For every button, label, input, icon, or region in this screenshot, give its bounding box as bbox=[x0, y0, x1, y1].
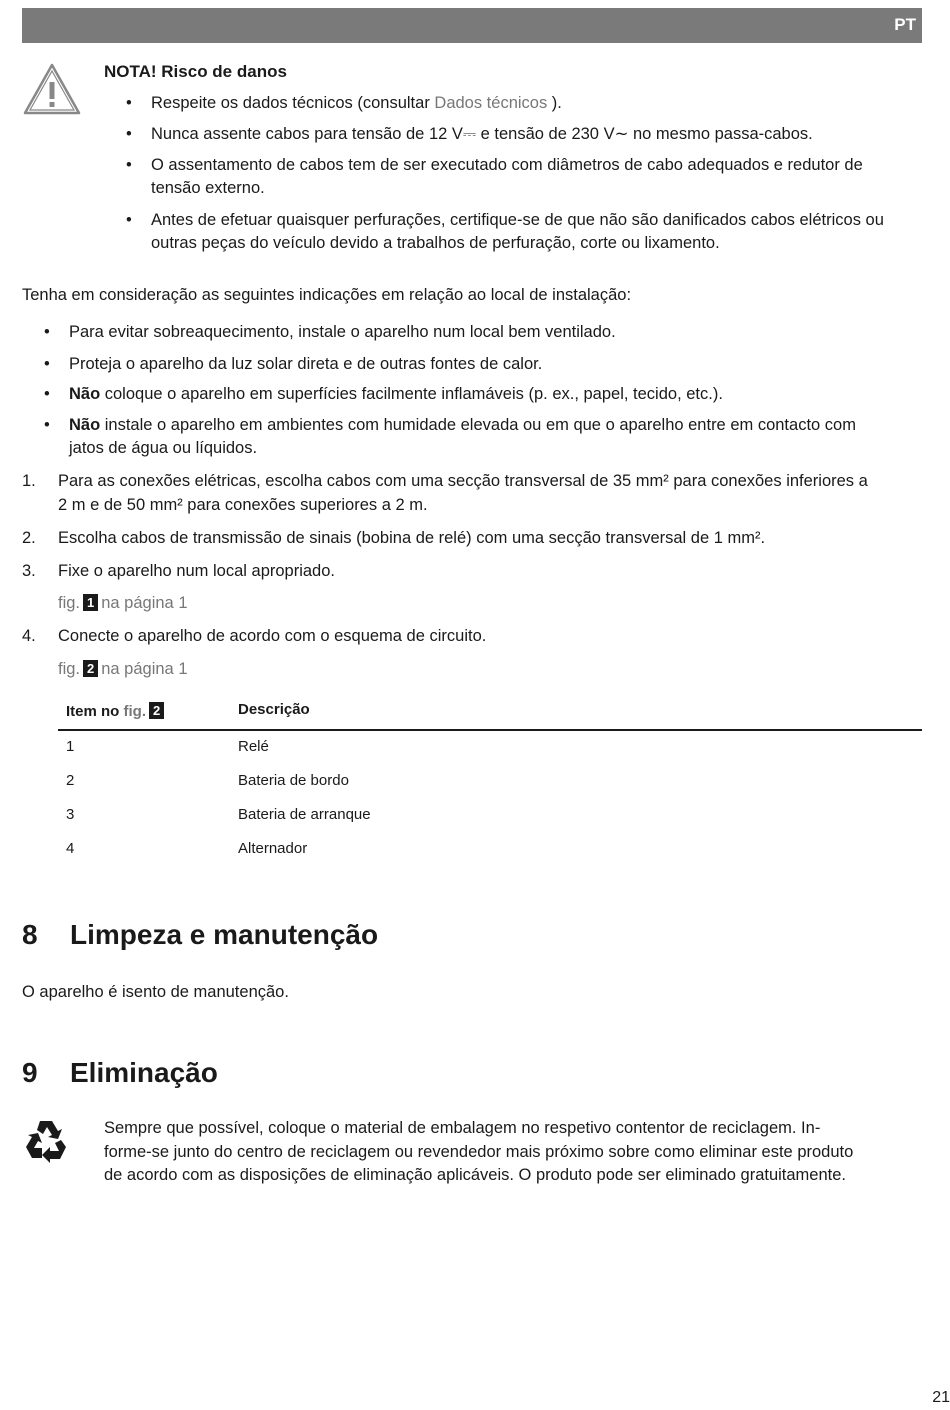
table-cell-item: 3 bbox=[66, 806, 75, 823]
figure-page: na página 1 bbox=[101, 594, 188, 612]
step-number: 3. bbox=[22, 562, 36, 580]
step-number: 1. bbox=[22, 472, 36, 490]
note-title: NOTA! Risco de danos bbox=[104, 62, 287, 81]
list-item: Nunca assente cabos para tensão de 12 V⎓ e tensão de 230 V∼ no mesmo passa-cabos. bbox=[151, 125, 813, 143]
bullet-dot: • bbox=[126, 156, 132, 174]
table-cell-desc: Alternador bbox=[238, 840, 308, 857]
header-bar bbox=[22, 8, 922, 43]
step-line: Conecte o aparelho de acordo com o esquema de circuito. bbox=[58, 627, 487, 645]
warning-triangle-icon bbox=[22, 62, 82, 116]
recycle-icon bbox=[22, 1117, 70, 1165]
figure-number: 1 bbox=[83, 594, 98, 611]
language-label: PT bbox=[894, 15, 916, 34]
list-item: Proteja o aparelho da luz solar direta e de outras fontes de calor. bbox=[69, 355, 543, 373]
list-item-line: jatos de água ou líquidos. bbox=[69, 439, 258, 457]
figure-reference[interactable] bbox=[58, 657, 188, 681]
list-item: Para evitar sobreaquecimento, instale o aparelho num local bem ventilado. bbox=[69, 323, 616, 341]
table-header-description: Descrição bbox=[238, 701, 310, 718]
list-item-line bbox=[69, 413, 856, 437]
figure-reference[interactable] bbox=[58, 591, 188, 615]
list-item-text: instale o aparelho em ambientes com humidade elevada ou em que o aparelho entre em contacto com bbox=[100, 416, 856, 434]
section-9-line: forme-se junto do centro de reciclagem ou revendedor mais próximo sobre como eliminar este produto bbox=[104, 1143, 854, 1161]
step-number: 2. bbox=[22, 529, 36, 547]
bullet-dot: • bbox=[126, 211, 132, 229]
section-9-line: de acordo com as disposições de eliminação aplicáveis. O produto pode ser eliminado gratuitamente. bbox=[104, 1166, 847, 1184]
list-item-text: coloque o aparelho em superfícies facilmente inflamáveis (p. ex., papel, tecido, etc.). bbox=[100, 385, 723, 403]
step-line: Fixe o aparelho num local apropriado. bbox=[58, 562, 335, 580]
step-line: Escolha cabos de transmissão de sinais (bobina de relé) com uma secção transversal de 1 mm². bbox=[58, 529, 766, 547]
header-fig-label: fig. bbox=[123, 703, 147, 720]
section-9-number: 9 bbox=[22, 1057, 38, 1088]
installation-intro: Tenha em consideração as seguintes indicações em relação ao local de instalação: bbox=[22, 286, 632, 304]
table-cell-item: 1 bbox=[66, 738, 75, 755]
step-number: 4. bbox=[22, 627, 36, 645]
section-8-title: Limpeza e manutenção bbox=[70, 919, 379, 950]
list-item-line: Antes de efetuar quaisquer perfurações, certifique-se de que não são danificados cabos elétricos ou bbox=[151, 211, 884, 229]
page-number: 21 bbox=[932, 1389, 950, 1406]
list-item-text: ). bbox=[547, 94, 562, 112]
table-cell-item: 2 bbox=[66, 772, 75, 789]
section-8-number: 8 bbox=[22, 919, 38, 950]
table-divider bbox=[58, 729, 922, 731]
list-item-line: O assentamento de cabos tem de ser executado com diâmetros de cabo adequados e redutor de bbox=[151, 156, 863, 174]
section-9-line: Sempre que possível, coloque o material de embalagem no respetivo contentor de reciclagem. In- bbox=[104, 1119, 821, 1137]
bullet-dot: • bbox=[126, 94, 132, 112]
table-cell-item: 4 bbox=[66, 840, 75, 857]
bullet-dot: • bbox=[126, 125, 132, 143]
emphasis: Não bbox=[69, 416, 101, 434]
list-item bbox=[151, 91, 562, 115]
list-item bbox=[69, 382, 723, 406]
section-8-text: O aparelho é isento de manutenção. bbox=[22, 983, 289, 1001]
emphasis: Não bbox=[69, 385, 101, 403]
header-text: Item no bbox=[66, 703, 120, 720]
figure-number: 2 bbox=[83, 660, 98, 677]
table-cell-desc: Bateria de arranque bbox=[238, 806, 371, 823]
technical-data-link[interactable]: Dados técnicos bbox=[434, 94, 548, 112]
table-header-item bbox=[66, 700, 167, 724]
list-item-line: tensão externo. bbox=[151, 179, 265, 197]
table-cell-desc: Bateria de bordo bbox=[238, 772, 349, 789]
bullet-dot: • bbox=[44, 355, 50, 373]
bullet-dot: • bbox=[44, 416, 50, 434]
step-line: Para as conexões elétricas, escolha cabos com uma secção transversal de 35 mm² para conexões inferiores a bbox=[58, 472, 868, 490]
figure-page: na página 1 bbox=[101, 660, 188, 678]
bullet-dot: • bbox=[44, 385, 50, 403]
list-item-line: outras peças do veículo devido a trabalhos de perfuração, corte ou lixamento. bbox=[151, 234, 720, 252]
bullet-dot: • bbox=[44, 323, 50, 341]
figure-number: 2 bbox=[149, 702, 164, 719]
figure-label: fig. bbox=[58, 594, 81, 612]
figure-label: fig. bbox=[58, 660, 81, 678]
list-item-text: Respeite os dados técnicos (consultar bbox=[151, 94, 435, 112]
table-cell-desc: Relé bbox=[238, 738, 269, 755]
step-line: 2 m e de 50 mm² para conexões superiores a 2 m. bbox=[58, 496, 428, 514]
section-9-title: Eliminação bbox=[70, 1057, 218, 1088]
